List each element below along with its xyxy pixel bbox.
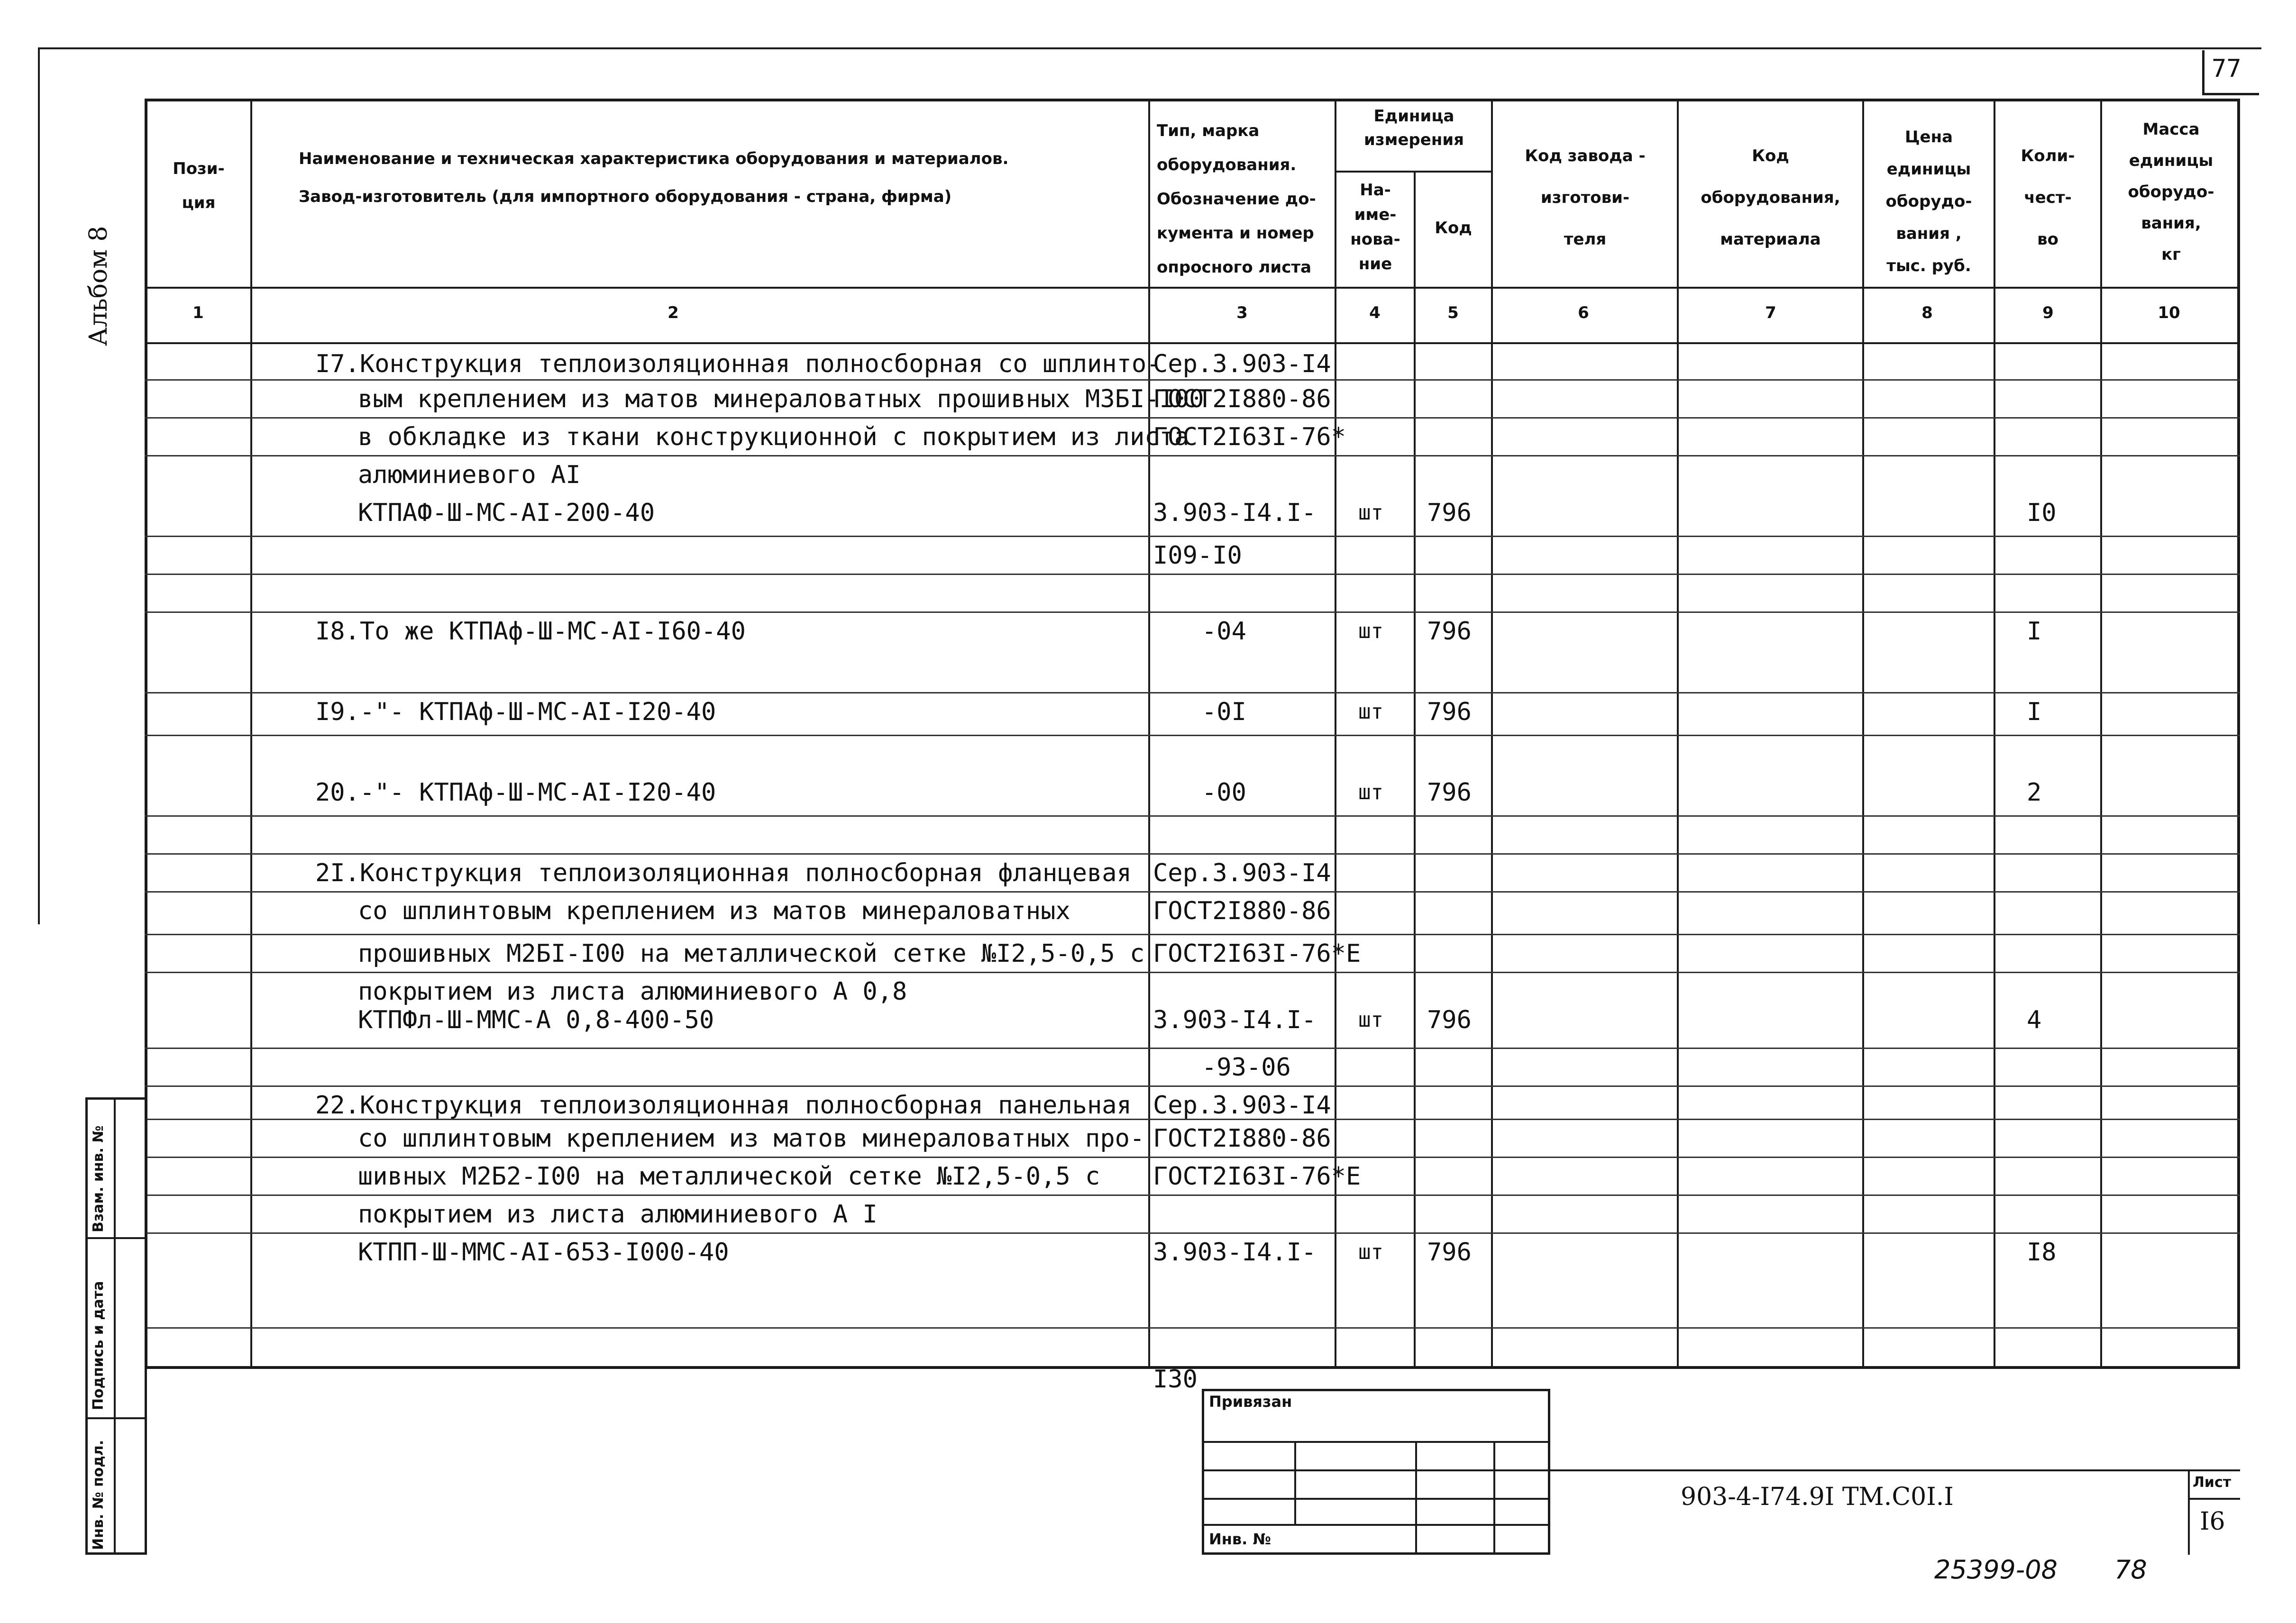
row-line — [145, 574, 2240, 575]
row-unit: шт — [1358, 501, 1383, 525]
row-name: КТПФл-Ш-ММС-А 0,8-400-50 — [358, 1006, 714, 1034]
row-type: ГОСТ2I63I-76* — [1153, 423, 1346, 451]
row-unit: шт — [1358, 700, 1383, 724]
col-number-3: 3 — [1236, 303, 1248, 322]
doc-code: 903-4-I74.9I ТМ.С0I.I — [1681, 1483, 1954, 1511]
row-type: 3.903-I4.I- — [1153, 1238, 1317, 1267]
col-number-6: 6 — [1578, 303, 1589, 322]
outer-frame-left — [38, 47, 40, 924]
side-stamp-line-2 — [85, 1417, 147, 1419]
row-name: со шплинтовым креплением из матов минераловатных — [358, 897, 1070, 925]
col-line-9 — [2100, 99, 2102, 1369]
row-line — [145, 1232, 2240, 1234]
row-name: КТПАФ-Ш-МС-АI-200-40 — [358, 499, 655, 527]
row-unit: шт — [1358, 780, 1383, 804]
col-number-9: 9 — [2042, 303, 2054, 322]
row-type: I09-I0 — [1153, 541, 1242, 570]
list-box-left — [2188, 1469, 2190, 1555]
row-name: алюминиевого АI — [358, 461, 581, 489]
row-line — [145, 379, 2240, 381]
header-position: Пози- ция — [173, 159, 225, 212]
row-qty: 2 — [2027, 778, 2042, 807]
row-name: покрытием из листа алюминиевого А 0,8 — [358, 977, 907, 1006]
stamp-line-3 — [1202, 1498, 1550, 1500]
col-line-8 — [1994, 99, 1995, 1369]
row-qty: I0 — [2027, 499, 2057, 527]
row-name: КТПП-Ш-ММС-АI-653-I000-40 — [358, 1238, 729, 1267]
row-line — [145, 972, 2240, 973]
row-line — [145, 735, 2240, 736]
header-unit-code: Код — [1435, 219, 1472, 237]
col-number-7: 7 — [1765, 303, 1776, 322]
header-unit-name: На- име- нова- ние — [1350, 181, 1400, 274]
stamp-vline-3 — [1493, 1441, 1495, 1555]
row-name: покрытием из листа алюминиевого А I — [358, 1200, 878, 1229]
side-label-podpis: Подпись и дата — [90, 1281, 107, 1410]
row-line — [145, 611, 2240, 613]
row-name: 20.-"- КТПАф-Ш-МС-АI-I20-40 — [315, 778, 716, 807]
row-qty: I — [2027, 698, 2042, 726]
header-quantity: Коли- чест- во — [2021, 146, 2075, 249]
row-name: со шплинтовым креплением из матов минераловатных про- — [358, 1124, 1145, 1153]
col-number-4: 4 — [1369, 303, 1381, 322]
row-line — [145, 417, 2240, 419]
row-type: ГОСТ2I880-86 — [1153, 385, 1331, 413]
header-price: Цена единицы оборудо- вания , тыс. руб. — [1885, 128, 1972, 275]
col-line-5 — [1491, 99, 1493, 1369]
side-stamp-divider — [114, 1097, 116, 1555]
outer-frame-top — [38, 47, 2261, 49]
row-unit: шт — [1358, 1240, 1383, 1264]
list-number: I6 — [2200, 1507, 2225, 1536]
col-number-8: 8 — [1921, 303, 1933, 322]
header-factory-code: Код завода - изготови- теля — [1525, 146, 1646, 249]
row-qty: I — [2027, 617, 2042, 646]
row-line — [145, 853, 2240, 855]
row-name: прошивных М2БI-I00 на металлической сетке №I2,5-0,5 с — [358, 939, 1145, 968]
row-type: -93-06 — [1202, 1053, 1291, 1082]
header-mass: Масса единицы оборудо- вания, кг — [2128, 120, 2214, 264]
row-line — [145, 1194, 2240, 1196]
stamp-line-1 — [1202, 1441, 1550, 1443]
side-stamp-line-1 — [85, 1237, 147, 1239]
row-unit: шт — [1358, 619, 1383, 643]
row-type: ГОСТ2I880-86 — [1153, 1124, 1331, 1153]
colnum-bottom-line — [145, 342, 2240, 344]
col-line-7 — [1862, 99, 1864, 1369]
row-code: 796 — [1427, 617, 1472, 646]
row-line — [145, 1327, 2240, 1329]
row-code: 796 — [1427, 778, 1472, 807]
row-line — [145, 1157, 2240, 1158]
col-number-2: 2 — [668, 303, 679, 322]
row-type: -04 — [1202, 617, 1246, 646]
row-line — [145, 536, 2240, 537]
unit-header-line — [1335, 171, 1491, 173]
album-label: Альбом 8 — [84, 226, 113, 346]
row-qty: I8 — [2027, 1238, 2057, 1267]
stamp-inv-no: Инв. № — [1209, 1530, 1271, 1548]
header-type: Тип, марка оборудования. Обозначение до- кумента и номер опросного листа — [1157, 121, 1316, 277]
side-label-inv-podl: Инв. № подл. — [90, 1440, 107, 1550]
col-line-2 — [1148, 99, 1150, 1369]
row-type: 3.903-I4.I- — [1153, 499, 1317, 527]
row-code: 796 — [1427, 1238, 1472, 1267]
stamp-line-4 — [1202, 1524, 1550, 1526]
row-name: 22.Конструкция теплоизоляционная полносборная панельная — [315, 1091, 1132, 1120]
row-type: ГОСТ2I63I-76*Е — [1153, 1162, 1361, 1191]
header-name: Наименование и техническая характеристика оборудования и материалов. Завод-изготовитель (для импортного оборудования - страна, фирма) — [299, 149, 1009, 206]
stamp-vline-1 — [1294, 1441, 1296, 1524]
row-qty: 4 — [2027, 1006, 2042, 1034]
row-type: Сер.3.903-I4 — [1153, 859, 1331, 887]
col-line-6 — [1677, 99, 1679, 1369]
row-code: 796 — [1427, 499, 1472, 527]
row-type: -00 — [1202, 778, 1246, 807]
row-line — [145, 455, 2240, 456]
type-overflow-text: I30 — [1153, 1365, 1198, 1394]
row-type: Сер.3.903-I4 — [1153, 350, 1331, 378]
col-number-1: 1 — [192, 303, 204, 322]
row-line — [145, 1048, 2240, 1049]
row-unit: шт — [1358, 1008, 1383, 1032]
archive-number: 25399-08 — [1934, 1555, 2058, 1585]
col-line-1 — [250, 99, 252, 1369]
header-equipment-code: Код оборудования, материала — [1701, 146, 1840, 249]
row-name: I7.Конструкция теплоизоляционная полносборная со шплинто- — [315, 350, 1162, 378]
stamp-privyazan: Привязан — [1209, 1393, 1292, 1411]
row-line — [145, 692, 2240, 693]
row-name: вым креплением из матов минераловатных прошивных МЗБI-I00 — [358, 385, 1204, 413]
row-type: ГОСТ2I63I-76*Е — [1153, 939, 1361, 968]
row-name: 2I.Конструкция теплоизоляционная полносборная фланцевая — [315, 859, 1132, 887]
page-number: 78 — [2114, 1555, 2147, 1585]
row-type: 3.903-I4.I- — [1153, 1006, 1317, 1034]
row-name: I8.То же КТПАф-Ш-МС-АI-I60-40 — [315, 617, 746, 646]
row-name: I9.-"- КТПАф-Ш-МС-АI-I20-40 — [315, 698, 716, 726]
title-block-top — [1550, 1469, 2240, 1471]
stamp-line-2 — [1202, 1469, 1550, 1471]
corner-sheet-number: 77 — [2212, 55, 2241, 83]
row-code: 796 — [1427, 1006, 1472, 1034]
row-line — [145, 891, 2240, 893]
row-line — [145, 934, 2240, 935]
header-unit: Единица измерения — [1364, 107, 1464, 149]
stamp-vline-2 — [1415, 1441, 1417, 1555]
side-label-vzam: Взам. инв. № — [90, 1125, 107, 1232]
header-bottom-line — [145, 287, 2240, 289]
row-code: 796 — [1427, 698, 1472, 726]
row-line — [145, 815, 2240, 817]
list-box-line — [2188, 1498, 2240, 1500]
row-type: -0I — [1202, 698, 1246, 726]
row-line — [145, 1085, 2240, 1087]
row-type: Сер.3.903-I4 — [1153, 1091, 1331, 1120]
list-label: Лист — [2193, 1474, 2232, 1491]
col-number-10: 10 — [2158, 303, 2180, 322]
row-type: ГОСТ2I880-86 — [1153, 897, 1331, 925]
row-name: шивных М2Б2-I00 на металлической сетке №I2,5-0,5 с — [358, 1162, 1100, 1191]
col-number-5: 5 — [1447, 303, 1459, 322]
col-line-4 — [1414, 171, 1416, 1369]
row-name: в обкладке из ткани конструкционной с покрытием из листа — [358, 423, 1189, 451]
